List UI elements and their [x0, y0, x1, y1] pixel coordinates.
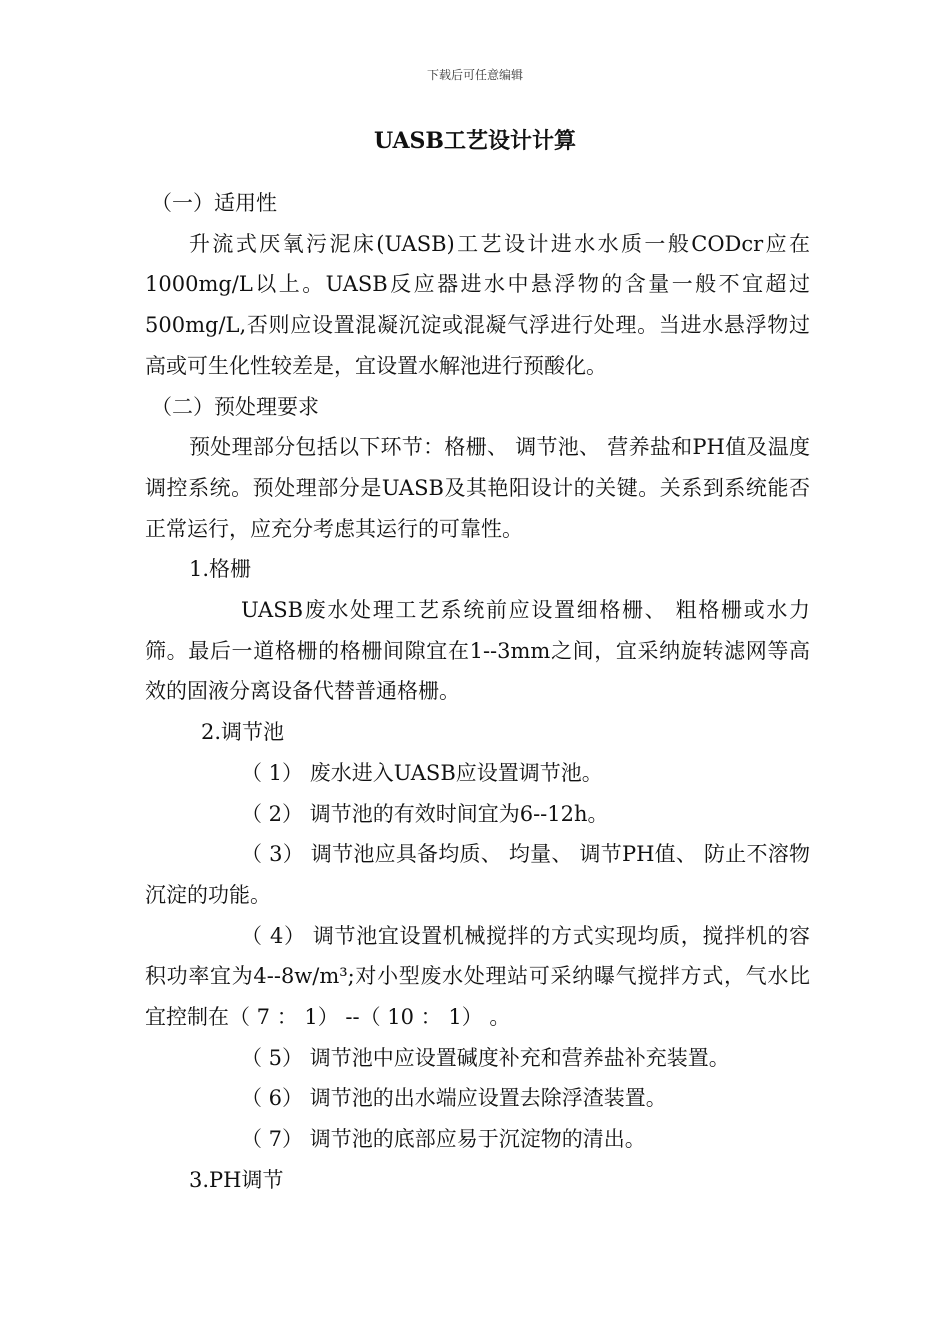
- paragraph-applicability: 升流式厌氧污泥床(UASB)工艺设计进水水质一般CODcr应在1000mg/L以上。UASB反应器进水中悬浮物的含量一般不宜超过500mg/L,否则应设置混凝沉淀或混凝气浮进行处理。当进水悬浮物过高或可生化性较差是，宜设置水解池进行预酸化。: [145, 231, 810, 378]
- paragraph-grille: UASB废水处理工艺系统前应设置细格栅、 粗格栅或水力筛。最后一道格栅的格栅间隙宜在1--3mm之间，宜采纳旋转滤网等高效的固液分离设备代替普通格栅。: [145, 598, 810, 704]
- section-heading-pretreatment: （二）预处理要求: [151, 394, 319, 419]
- document-body: [145, 183, 810, 1201]
- subheading-grille: 1.格栅: [189, 557, 252, 582]
- list-item-regulating-7: （ 7） 调节池的底部应易于沉淀物的清出。: [241, 1127, 646, 1152]
- list-item-regulating-1: （ 1） 废水进入UASB应设置调节池。: [241, 760, 603, 785]
- subheading-ph-adjust: 3.PH调节: [189, 1167, 284, 1192]
- list-item-regulating-5: （ 5） 调节池中应设置碱度补充和营养盐补充装置。: [241, 1045, 730, 1070]
- subheading-regulating-tank: 2.调节池: [201, 720, 285, 745]
- document-title: UASB工艺设计计算: [373, 128, 577, 154]
- page-header-note: 下载后可任意编辑: [426, 68, 523, 82]
- list-item-regulating-3: （ 3） 调节池应具备均质、 均量、 调节PH值、 防止不溶物沉淀的功能。: [145, 842, 810, 907]
- list-item-regulating-4: （ 4） 调节池宜设置机械搅拌的方式实现均质，搅拌机的容积功率宜为4--8w/m³;对小型废水处理站可采纳曝气搅拌方式，气水比宜控制在（ 7 ： 1） --（ 10 ： 1） 。: [145, 923, 810, 1030]
- section-heading-applicability: （一）适用性: [151, 191, 277, 215]
- list-item-regulating-2: （ 2） 调节池的有效时间宜为6--12h。: [241, 801, 609, 826]
- paragraph-pretreatment: 预处理部分包括以下环节：格栅、 调节池、 营养盐和PH值及温度调控系统。预处理部分是UASB及其艳阳设计的关键。关系到系统能否正常运行，应充分考虑其运行的可靠性。: [145, 435, 810, 541]
- list-item-regulating-6: （ 6） 调节池的出水端应设置去除浮渣装置。: [241, 1086, 667, 1111]
